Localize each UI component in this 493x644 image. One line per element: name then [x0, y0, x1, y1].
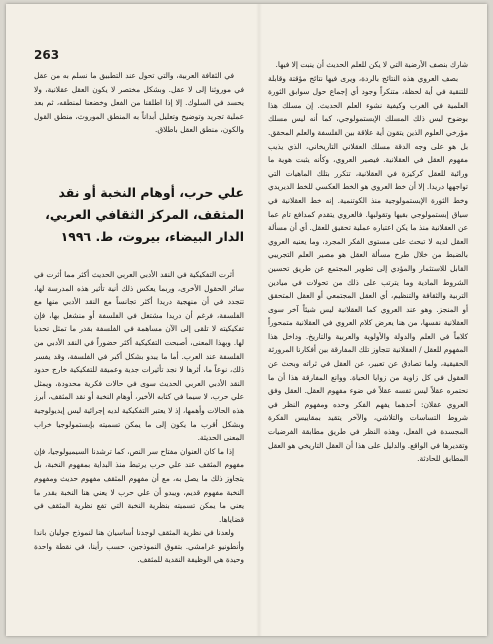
page-fold-shadow — [256, 4, 262, 636]
book-page — [6, 4, 487, 636]
left-bottom-paragraph-1: أثرت التفكيكية في النقد الأدبي العربي الحديث أكثر مما أثرت في سائر الحقول الأخرى، وربما يعكس ذلك أنية تأثير هذه المدرسة لها، تتجدد في أن منهجية دريدا أكثر تجانساً مع النقد الأدبي منها مع الفلسفة، فرغم أن دريدا مشتغل في الفلسفة أو منشغل بها، فإن تفكيكيته لا تلقى إلى الآن مساهمة في الفلسفة بقدر ما تمثل تحديا لها. وبهذا المعنى، أصبحت التفكيكية أكثر حضوراً في النقد الأدبي من الفلسفة عند العرب. أما ما يبدو بشكل أكبر في الفلسفة، وقد يفسر ذلك، نوعاً ما، أثرها لا نجد تأثيرات جدية وعميقة للتفكيكية خارج حدود النقد الأدبي العربي الحديث سوى في حالات فكرية محدودة، ويمثل علي حرب، لا سيما في كتابه الأخير، أوهام النخبة أو نقد المثقف، أبرز هذه الحالات وأهمها، إذ لا يعتبر التفكيكية لديه إجرائية ليس إيديولوجية وبشكل أقرب ما يكون إلى ما يمكن تسميته بإبستمولوجيا خراب المعنى الحديثة. — [34, 270, 244, 443]
right-paragraph-2: بصف العروي هذه النتائج بالردة، ويرى فيها نتائج مؤقتة وقابلة للتنقية في أية لحظة، متنكراً وجود أي إجماع حول سوابق الثورة العلمية في الغرب وكيفية نشوء العلم الحديث. إن مسلك هذا بوضوح ليس ذلك المسلك الإبستمولوجي، كما أنه ليس مسلك مؤرخي العلوم الذين يتقون أية علاقة بين الفلسفة والعلم المحقق. بل هو على وجه الدقة مسلك العقلاني التاريخاني، الذي يذيب مفهوم العقل في العقلانية. فيصير العروي، وكأنه يثبت هوية ما ورائية للعقل كركيزة في العقلانية، تتكرر بتلك الماهيات التي تواجهها دريدا. إلا أن خط العروي هو الخط العكسي للخط الديريدي وخط الثورة الإبستمولوجية منذ الكوتنمية. إنه خط العقلانية في سياق إبستمولوجي بقيها وتقولبها. فالعروي يتقدم كمدافع تام عما عن العقلانية منذ ما يكن اعتباره عملية تحقيق للعقل. أي أن مسألة العقل لديه لا تبحث على مستوى الفكر المجرد، وما يعنيه العروي بالضبط من خلال طرح مسألة العقل هو مصير العلم التجريبي القابل للاستثمار والمؤدي إلى تطوير المجتمع عن طريق تحسين الشروط المادية وما يترتب على ذلك من تحولات في ميادين التربية والثقافة والتنظيم، أي العقل المجتمعي أو العقل المتحقق أو المنجز. وهو عند العروي كما العقلانية ليس شيئاً آخر سوى العقلانية نفسها، من هنا يعرض كلام العروي في العقلانية متمحوراً كلاماً في العلم والدولة والأولوية والعربية والتاريخ. وداخل هذا المفهوم للعقل / العقلانية تتجاوز تلك المفارقة بين أفكارنا المرورثة الحقيقية، ولما تصادق عن تعبير، عن العقل في ثراته وبحث عن العقول في كل زاوية من زوايا الحياة. ووانع المفارقة هذا أن ما نحتمره عقلاً ليس تفسه عقلاً في ضوء مفهوم العقل. العقل وفق العروي عقلان: أحدهما يفهم الفكر وحده ومفهوم النظر في شروط التساسات والتلاشي، والآخر يتقيد بمقاييس الفكرة المجسدة في الفعل، وهذه النظر في طريق مطابقة الفرضيات وتقديرها في الواقع. والدليل على هذا أن العقل التاريخي هو العقل المطابق للحادثة. — [268, 73, 468, 464]
left-bottom-paragraph-3: ولعدنا في نظرية المثقف لوجدنا أساسيان هنا لنموذج جوليان باندا وأنطونيو غرامشي. بتفوق النموذجين، حسب رأينا، في نقطة واحدة وحيدة هي الوظيفة النقدية للمثقف. — [34, 528, 244, 565]
left-column-top-text — [34, 69, 244, 165]
right-paragraph-1: شارك بنصف الأرضية التي لا يكن للعلم الحديث أن ينبت إلا فيها. — [275, 60, 468, 69]
left-bottom-paragraph-2: إذا ما كان العنوان مفتاح سر النص، كما ترشدنا السيميولوجيا، فإن مفهوم المثقف عند علي حرب يرتبط منذ البداية بمفهوم النخبة، بل يتجاوز ذلك ما يصل به، مع أن مفهوم المثقف مفهوم حديث ومفهوم النخبة مفهوم قديم، ويبدو أن علي حرب لا يعني هنا النخبة بقدر ما يعني ما يمكن تسميته بنظرية النخبة التي تفع نظرية المثقف في قضاياها. — [34, 446, 244, 524]
review-headline: علي حرب، أوهام النخبة أو نقد المثقف، المركز الثقافي العربي، الدار البيضاء، بيروت، ط. ١٩٩٦ — [45, 185, 244, 244]
right-column-text — [268, 58, 468, 624]
page-number: 263 — [34, 48, 60, 62]
left-top-paragraph-1: في الثقافة العربية، والتي تحول عند التطبيق ما نسلم به من عقل في موروثنا إلى لا عقل. وبشكل مختصر لا يكون العقل عقلانية، ولا يحسد في السلوك. إلا إذا اطلقنا من الفعل وخضعنا لمنطقه، ثم بعد عملية تجريد وتوضيح وتعليل أبداناً به المنطق الموروث، منطق القول والكون، منطق العقل باطلاق. — [34, 71, 244, 135]
left-column-bottom-text — [34, 268, 244, 624]
